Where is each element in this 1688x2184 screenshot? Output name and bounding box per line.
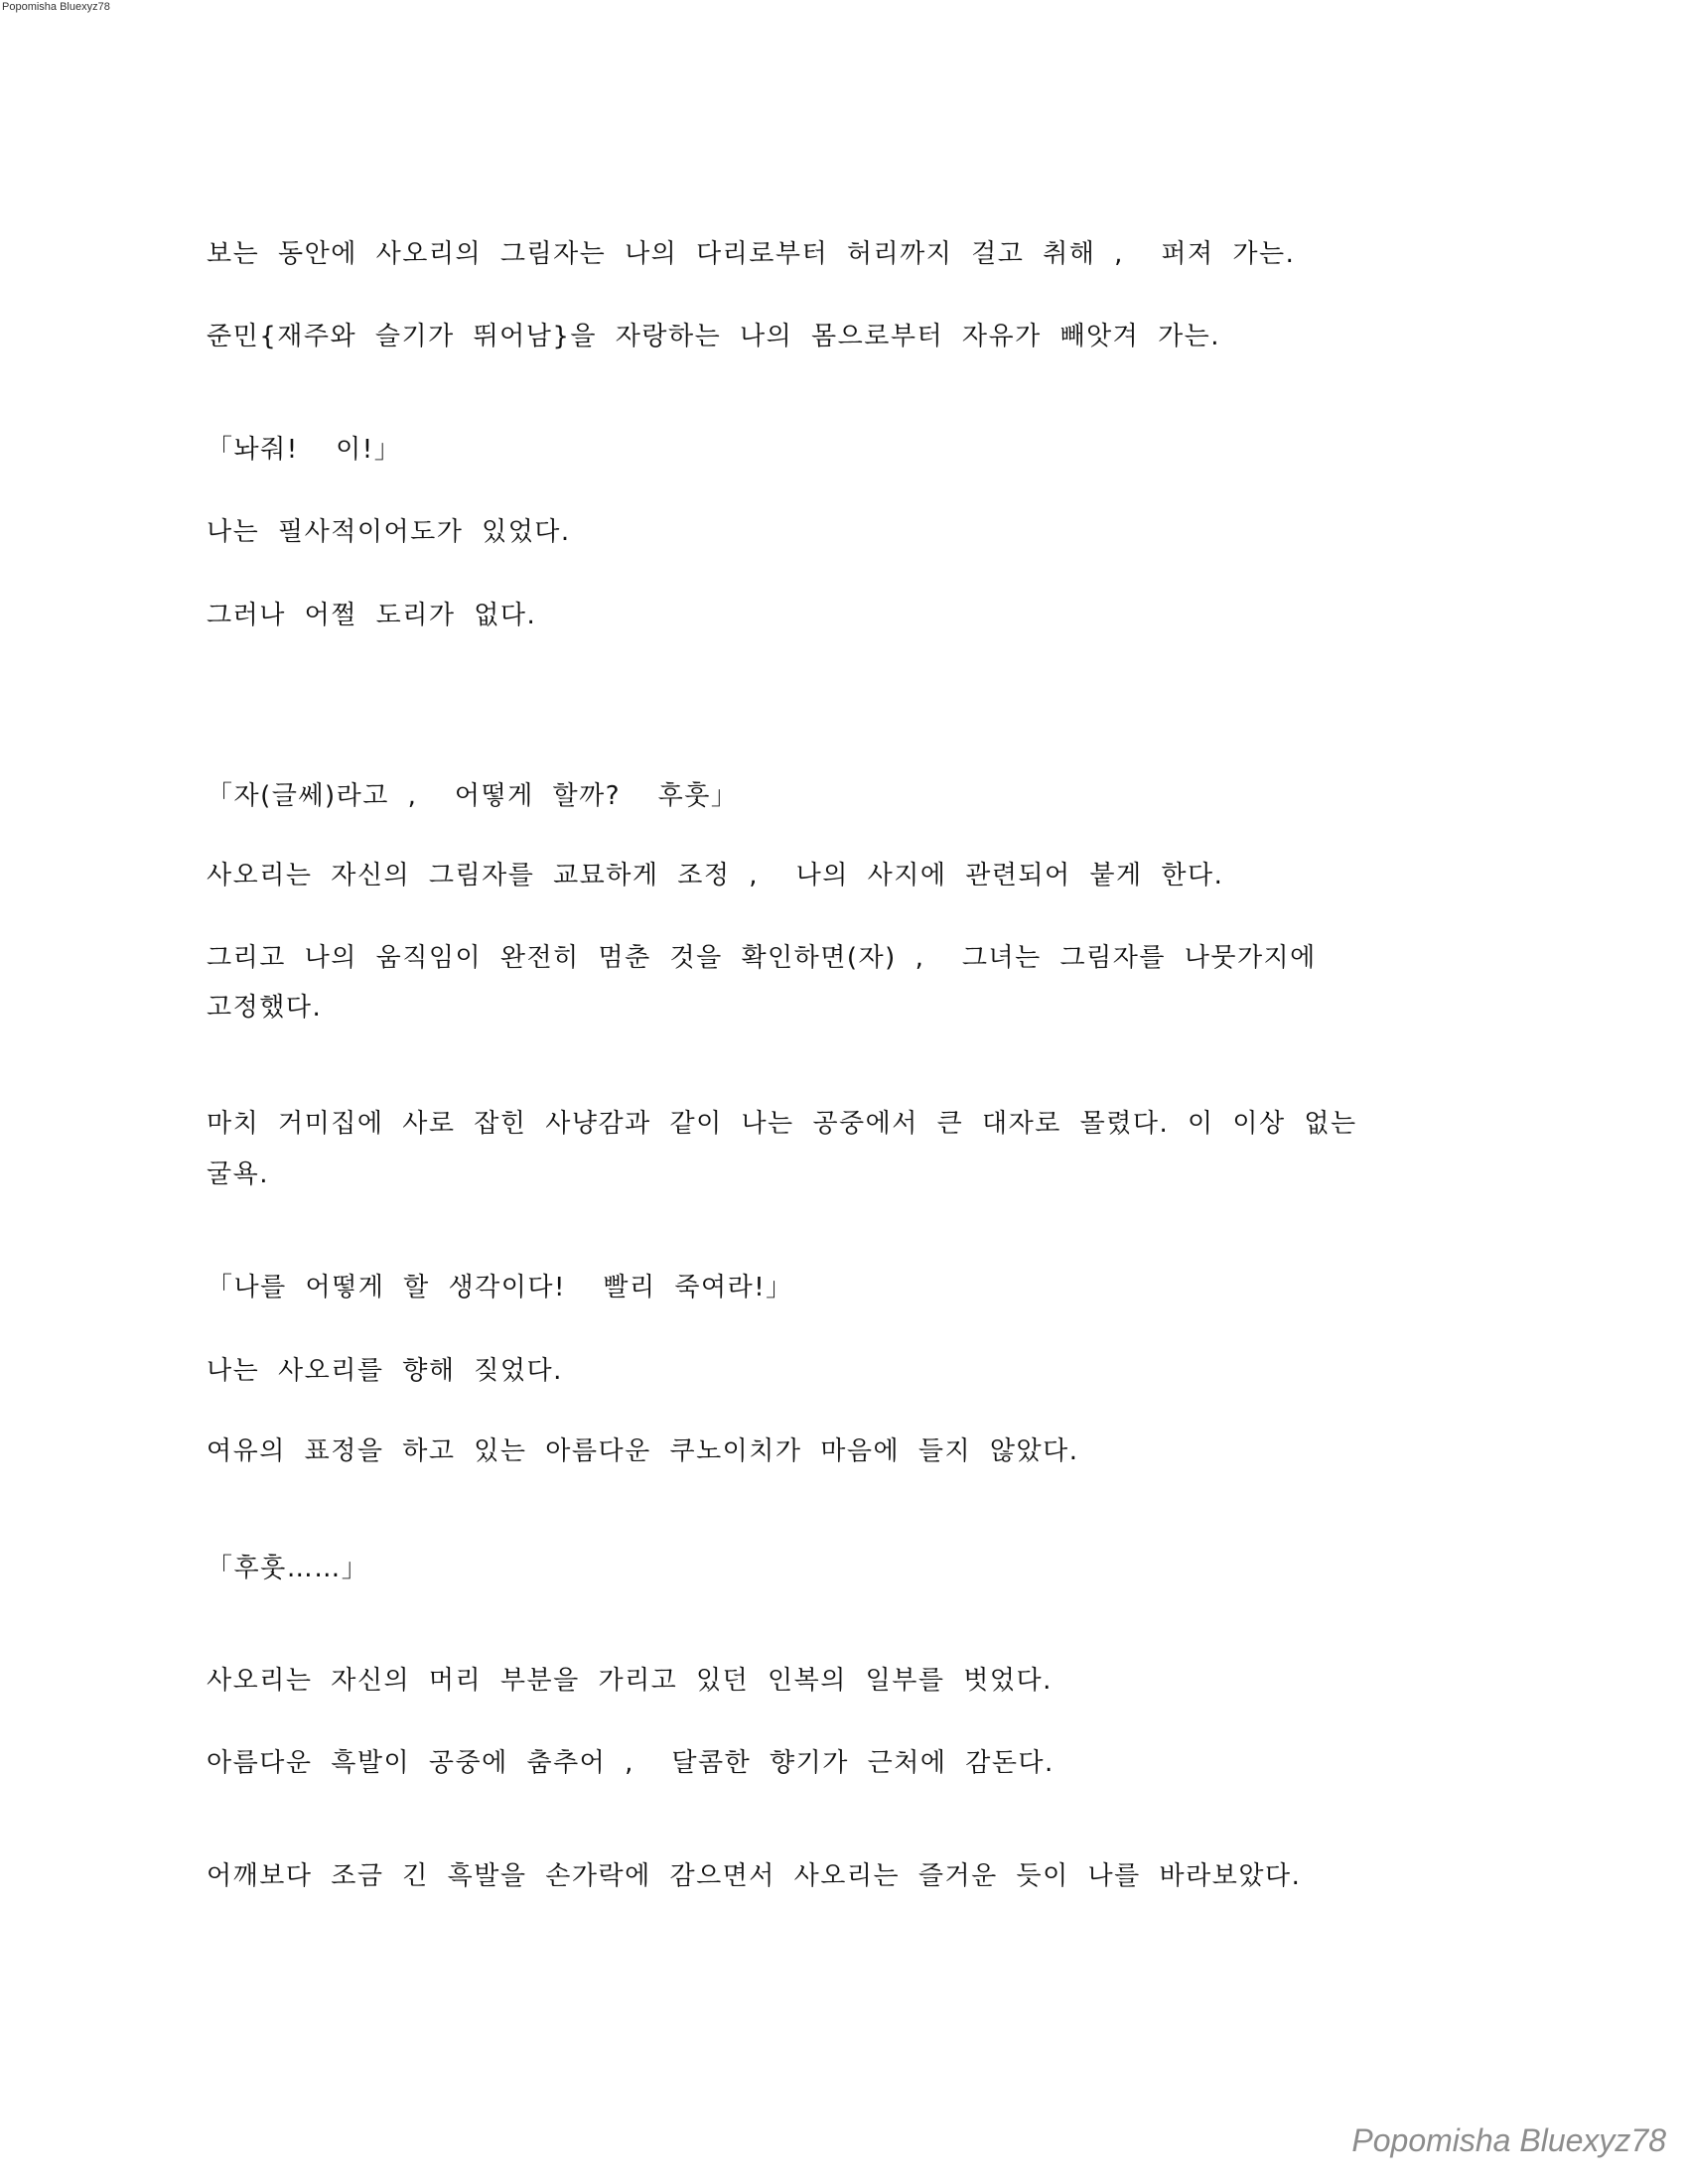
narration-line: 마치 거미집에 사로 잡힌 사냥감과 같이 나는 공중에서 큰 대자로 몰렸다. 이 이상 없는 — [207, 1109, 1357, 1139]
dialogue-line: 「후훗……」 — [207, 1554, 369, 1583]
narration-line: 준민{재주와 슬기가 뛰어남}을 자랑하는 나의 몸으로부터 자유가 빼앗겨 가는. — [207, 322, 1221, 351]
narration-line: 그리고 나의 움직임이 완전히 멈춘 것을 확인하면(자) , 그녀는 그림자를 나뭇가지에 — [207, 943, 1317, 973]
narration-line: 나는 필사적이어도가 있었다. — [207, 517, 571, 547]
watermark-top: Popomisha Bluexyz78 — [2, 1, 110, 13]
narration-line: 사오리는 자신의 머리 부분을 가리고 있던 인복의 일부를 벗었다. — [207, 1666, 1053, 1696]
narration-line: 보는 동안에 사오리의 그림자는 나의 다리로부터 허리까지 걸고 취해 , 퍼져 가는. — [207, 239, 1296, 269]
dialogue-line: 「놔줘! 이!」 — [207, 435, 402, 465]
narration-line: 어깨보다 조금 긴 흑발을 손가락에 감으면서 사오리는 즐거운 듯이 나를 바라보았다. — [207, 1861, 1302, 1891]
dialogue-line: 「나를 어떻게 할 생각이다! 빨리 죽여라!」 — [207, 1273, 793, 1302]
narration-line: 고정했다. — [207, 993, 323, 1023]
watermark-bottom: Popomisha Bluexyz78 — [1351, 2122, 1666, 2158]
narration-line: 굴욕. — [207, 1160, 269, 1189]
narration-line: 여유의 표정을 하고 있는 아름다운 쿠노이치가 마음에 들지 않았다. — [207, 1436, 1079, 1466]
narration-line: 그러나 어쩔 도리가 없다. — [207, 601, 537, 630]
dialogue-line: 「자(글쎄)라고 , 어떻게 할까? 후훗」 — [207, 781, 739, 811]
narration-line: 사오리는 자신의 그림자를 교묘하게 조정 , 나의 사지에 관련되어 붙게 한다. — [207, 861, 1224, 890]
narration-line: 아름다운 흑발이 공중에 춤추어 , 달콤한 향기가 근처에 감돈다. — [207, 1748, 1055, 1778]
narration-line: 나는 사오리를 향해 짖었다. — [207, 1356, 563, 1386]
